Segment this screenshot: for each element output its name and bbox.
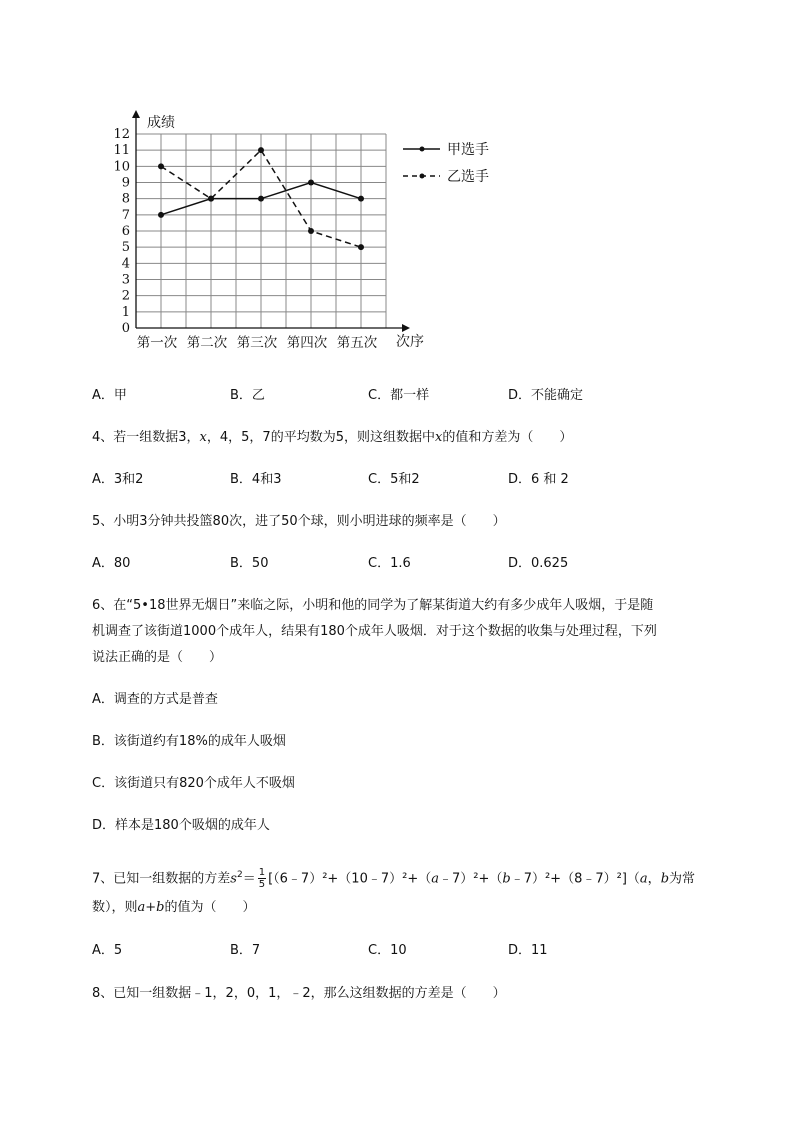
data-point bbox=[358, 196, 364, 202]
x-tick-label: 第一次 bbox=[136, 335, 178, 351]
line-chart bbox=[110, 108, 510, 358]
x-tick-label: 第二次 bbox=[186, 335, 228, 351]
legend-marker bbox=[420, 147, 425, 152]
question-7-line-1: 7、已知一组数据的方差$s^2=$ $\frac{1}{5}$ [（6﹣7）²+（10﹣7）²+（a﹣7）²+（b﹣7）²+（8﹣7）²]（a，b为常 bbox=[92, 867, 696, 891]
y-tick-label: 10 bbox=[113, 159, 130, 175]
question-5: 5、小明3分钟共投篮80次，进了50个球，则小明进球的频率是（ ） bbox=[92, 514, 506, 529]
q3-option-c: C．都一样 bbox=[368, 388, 430, 403]
fraction: $\frac{1}{5}$ bbox=[258, 867, 266, 891]
y-axis-arrow-icon bbox=[132, 110, 140, 118]
y-tick-label: 1 bbox=[121, 304, 130, 320]
q3-option-a: A．甲 bbox=[92, 388, 127, 403]
q6-option-c: C．该街道只有820个成年人不吸烟 bbox=[92, 776, 295, 791]
q7-option-a: A．5 bbox=[92, 943, 123, 958]
q4-option-d: D．6 和 2 bbox=[508, 472, 569, 487]
q5-option-c: C．1.6 bbox=[368, 556, 411, 571]
y-tick-label: 6 bbox=[121, 224, 130, 239]
x-tick-label: 第四次 bbox=[286, 335, 328, 351]
chart-legend bbox=[403, 142, 489, 185]
y-tick-label: 12 bbox=[113, 127, 130, 142]
q6-option-a: A．调查的方式是普查 bbox=[92, 692, 218, 707]
y-tick-label: 2 bbox=[121, 288, 130, 304]
data-point bbox=[308, 180, 314, 186]
data-point bbox=[358, 244, 364, 250]
legend-marker bbox=[420, 174, 425, 179]
question-6-line-1: 6、在“5•18世界无烟日”来临之际，小明和他的同学为了解某街道大约有多少成年人吸烟，于是随 bbox=[92, 598, 654, 613]
y-tick-label: 4 bbox=[121, 256, 130, 272]
y-axis-label: 成绩 bbox=[147, 115, 175, 131]
q5-option-d: D．0.625 bbox=[508, 556, 569, 571]
q7-option-d: D．11 bbox=[508, 943, 548, 958]
x-axis-arrow-icon bbox=[402, 324, 410, 332]
legend-label: 甲选手 bbox=[447, 142, 489, 158]
data-point bbox=[258, 147, 264, 153]
q6-option-b: B．该街道约有18%的成年人吸烟 bbox=[92, 734, 286, 749]
chart-axes bbox=[132, 110, 410, 332]
q5-option-a: A．80 bbox=[92, 556, 131, 571]
question-4: 4、若一组数据3，x，4，5，7的平均数为5，则这组数据中x的值和方差为（ ） bbox=[92, 430, 573, 445]
x-tick-label: 第三次 bbox=[236, 335, 278, 351]
q7-option-b: B．7 bbox=[230, 943, 261, 958]
question-6-line-3: 说法正确的是（ ） bbox=[92, 650, 223, 665]
q7-option-c: C．10 bbox=[368, 943, 407, 958]
legend-label: 乙选手 bbox=[447, 169, 489, 185]
y-tick-label: 9 bbox=[121, 175, 130, 191]
data-point bbox=[208, 196, 214, 202]
q5-option-b: B．50 bbox=[230, 556, 269, 571]
q4-option-a: A．3和2 bbox=[92, 472, 144, 487]
q3-option-b: B．乙 bbox=[230, 388, 265, 403]
question-8: 8、已知一组数据﹣1，2，0，1，﹣2，那么这组数据的方差是（ ） bbox=[92, 986, 506, 1001]
question-6-line-2: 机调查了该街道1000个成年人，结果有180个成年人吸烟．对于这个数据的收集与处理过程，下列 bbox=[92, 624, 657, 639]
q4-option-b: B．4和3 bbox=[230, 472, 282, 487]
data-point bbox=[308, 228, 314, 234]
q6-option-d: D．样本是180个吸烟的成年人 bbox=[92, 818, 270, 833]
y-tick-label: 3 bbox=[121, 272, 130, 288]
data-point bbox=[158, 163, 164, 169]
y-tick-label: 0 bbox=[121, 321, 130, 336]
q4-option-c: C．5和2 bbox=[368, 472, 420, 487]
y-tick-label: 5 bbox=[121, 240, 130, 256]
data-point bbox=[258, 196, 264, 202]
chart-grid bbox=[136, 134, 386, 328]
y-tick-label: 8 bbox=[121, 191, 130, 207]
x-axis-label: 次序 bbox=[396, 334, 424, 350]
y-tick-label: 7 bbox=[121, 207, 130, 223]
x-tick-label: 第五次 bbox=[336, 335, 378, 351]
q3-option-d: D．不能确定 bbox=[508, 388, 584, 403]
question-7-line-2: 数），则a+b的值为（ ） bbox=[92, 900, 256, 915]
data-point bbox=[158, 212, 164, 218]
y-tick-label: 11 bbox=[113, 143, 130, 159]
